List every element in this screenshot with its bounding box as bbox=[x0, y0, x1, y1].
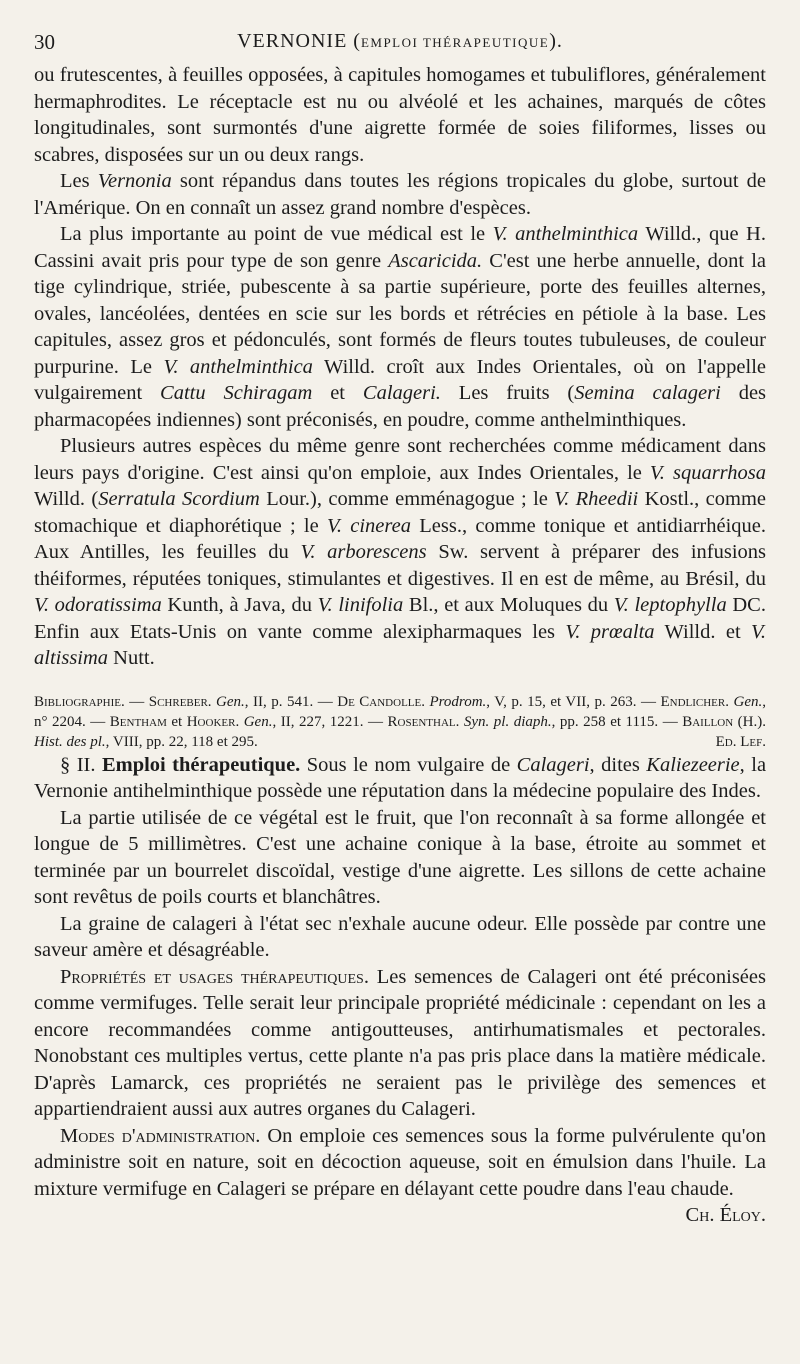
section-2-heading bbox=[34, 752, 766, 805]
paragraph-3 bbox=[34, 221, 766, 433]
p4-g: Kostl., comme stomachique et diaphorétique ; le bbox=[34, 488, 767, 537]
running-title-end: ). bbox=[549, 30, 563, 52]
p2-a: Les bbox=[60, 170, 98, 192]
page-header bbox=[34, 26, 766, 62]
p4-k: Sw. servent à préparer des infusions théiformes, réputées toniques, stimulantes et digestives. Il en est de même, au Brésil, du bbox=[34, 541, 767, 590]
biblio-j: , II, 227, 1221. — bbox=[272, 713, 388, 730]
paragraph-4 bbox=[34, 433, 766, 672]
p3-h: Cattu Schiragam bbox=[160, 382, 313, 404]
biblio-h: et bbox=[166, 713, 187, 730]
biblio-o: , VIII, pp. 22, 118 et 295. bbox=[105, 733, 258, 750]
biblio-g: , n° 2204. — bbox=[34, 693, 766, 730]
p2-b: Vernonia bbox=[97, 170, 172, 192]
biblio-label: Bibliographie. bbox=[34, 693, 125, 710]
p4-s: Willd. et bbox=[654, 620, 751, 643]
p3-j: Calageri. bbox=[362, 382, 441, 404]
p4-e: Lour.), comme emménagogue ; le bbox=[259, 488, 555, 510]
paragraph-5: La partie utilisée de ce végétal est le fruit, que l'on reconnaît à sa forme allongée et longue de 5 millimètres. C'est une achaine conique à la base, étroite au sommet et terminée par un bourrelet discoïdal, vestige d'une aigrette. Les sillons de cette achaine sont revêtus de poils courts et blanchâtres. bbox=[34, 806, 766, 908]
biblio-k: Syn. pl. diaph. bbox=[459, 713, 552, 730]
s2-d: Kaliezeerie bbox=[646, 753, 740, 776]
p4-u: Nutt. bbox=[108, 647, 155, 669]
biblio-m: (H.). bbox=[733, 713, 767, 730]
biblio-endlicher: Endlicher. bbox=[660, 693, 729, 710]
body-text bbox=[34, 62, 766, 672]
biblio-d: Prodrom. bbox=[424, 693, 487, 710]
p4-q: DC. Enfin aux Etats-Unis on vante comme alexipharmaques les bbox=[34, 594, 766, 643]
p2-c: sont répandus dans toutes les régions tropicales du globe, surtout de l'Amérique. On en connaît un assez grand nombre d'espèces. bbox=[34, 170, 766, 219]
s2-c: , dites bbox=[589, 753, 647, 776]
p4-r: V. prœalta bbox=[565, 620, 655, 643]
p7-label: Propriétés et usages thérapeutiques. bbox=[60, 965, 369, 988]
p3-k: Les fruits ( bbox=[440, 382, 575, 404]
biblio-l: , pp. 258 et 1115. — bbox=[551, 713, 683, 730]
running-title bbox=[34, 30, 766, 53]
biblio-schreber: Schreber. bbox=[148, 693, 212, 710]
biblio-b: Gen. bbox=[211, 693, 245, 710]
p4-t: V. altissima bbox=[34, 620, 767, 669]
p4-a: Plusieurs autres espèces du même genre sont recherchées comme médicament dans leurs pays d'origine. C'est ainsi qu'on emploie, aux Indes Orientales, le bbox=[34, 435, 766, 484]
biblio-rosenthal: Rosenthal. bbox=[387, 713, 460, 730]
p4-p: V. leptophylla bbox=[613, 594, 727, 616]
paragraph-1: ou frutescentes, à feuilles opposées, à capitules homogames et tubuliflores, généralement hermaphrodites. Le réceptacle est nu ou alvéolé et les achaines, marqués de côtes longitudinales, sont surmontés d'une aigrette formée de soies filiformes, lisses ou scabres, disposées sur un ou deux rangs. bbox=[34, 64, 766, 166]
p4-j: V. arborescens bbox=[300, 541, 427, 563]
s2-b: Calageri bbox=[516, 753, 590, 776]
biblio-c: , II, p. 541. — bbox=[244, 693, 338, 710]
biblio-e: , V, p. 15, et VII, p. 263. — bbox=[486, 693, 661, 710]
running-title-small: EMPLOI THÉRAPEUTIQUE bbox=[360, 35, 550, 50]
p4-l: V. odoratissima bbox=[34, 594, 162, 616]
section-number: § II. bbox=[60, 753, 96, 776]
biblio-baillon: Baillon bbox=[682, 713, 734, 730]
paragraph-6: La graine de calageri à l'état sec n'exhale aucune odeur. Elle possède par contre une saveur amère et désagréable. bbox=[34, 912, 766, 961]
p3-g: Willd. croît aux Indes Orientales, où on l'appelle vulgairement bbox=[34, 355, 766, 404]
p4-n: V. linifolia bbox=[317, 594, 404, 616]
s2-a: Sous le nom vulgaire de bbox=[300, 753, 517, 776]
p3-a: La plus importante au point de vue médical est le bbox=[60, 223, 493, 245]
p4-o: Bl., et aux Moluques du bbox=[403, 594, 614, 616]
p3-b: V. anthelminthica bbox=[492, 223, 639, 245]
biblio-bentham: Bentham bbox=[109, 713, 167, 730]
p4-f: V. Rheedii bbox=[554, 488, 639, 510]
p4-b: V. squarrhosa bbox=[649, 461, 767, 484]
p3-d: Ascaricida. bbox=[388, 249, 483, 272]
author-signature: Ch. Éloy. bbox=[685, 1204, 766, 1226]
p4-c: Willd. ( bbox=[34, 488, 99, 510]
running-title-main: VERNONIE ( bbox=[237, 30, 361, 52]
biblio-f: Gen. bbox=[729, 693, 763, 710]
biblio-i: Gen. bbox=[239, 713, 273, 730]
biblio-n: Hist. des pl. bbox=[34, 733, 106, 750]
page-number: 30 bbox=[34, 30, 55, 54]
p7-text: Les semences de Calageri ont été préconisées comme vermifuges. Telle serait leur principale propriété médicinale : cependant on les a encore recommandées comme antigoutteuses, antirhumatismales et pectorales. Nonobstant ces multiples vertus, cette plante n'a pas pris place dans la matière médicale. D'après Lamarck, ces propriétés ne seraient pas le privilège des semences et appartiendraient aussi aux autres organes du Calageri. bbox=[34, 965, 766, 1120]
p3-f: V. anthelminthica bbox=[163, 355, 313, 378]
biblio-a: — bbox=[124, 693, 149, 710]
biblio-signature: Ed. Lef. bbox=[715, 733, 766, 750]
section-title: Emploi thérapeutique. bbox=[101, 753, 301, 776]
p8-text: On emploie ces semences sous la forme pulvérulente qu'on administre soit en nature, soit en décoction aqueuse, soit en émulsion dans l'huile. La mixture vermifuge en Calageri se prépare en délayant cette poudre dans l'eau chaude. bbox=[34, 1124, 766, 1200]
paragraph-8 bbox=[34, 1123, 766, 1226]
section-2 bbox=[34, 752, 767, 1226]
p3-m: des pharmacopées indiennes) sont préconisés, en poudre, comme anthelminthiques. bbox=[34, 382, 767, 431]
paragraph-7 bbox=[34, 964, 766, 1123]
p3-i: et bbox=[312, 382, 363, 404]
s2-e: , la Vernonie antihelminthique possède une réputation dans la médecine populaire des Indes. bbox=[34, 753, 767, 802]
p3-e: C'est une herbe annuelle, dont la tige cylindrique, striée, pubescente à sa partie supérieure, porte des feuilles alternes, ovales, lancéolées, dentées en scie sur les bords et rétrécies en pétiole à la base. Les capitules, assez gros et pédonculés, sont formés de fleurs toutes tubuleuses, de couleur purpurine. Le bbox=[34, 249, 766, 378]
p3-l: Semina calageri bbox=[574, 382, 721, 404]
p4-i: Less., comme tonique et antidiarrhéique. Aux Antilles, les feuilles du bbox=[34, 514, 767, 563]
p3-c: Willd., que H. Cassini avait pris pour type de son genre bbox=[34, 223, 766, 272]
p4-d: Serratula Scordium bbox=[98, 488, 260, 510]
p4-m: Kunth, à Java, du bbox=[161, 594, 318, 616]
p8-label: Modes d'administration. bbox=[60, 1124, 261, 1147]
bibliography bbox=[34, 692, 766, 752]
biblio-hooker: Hooker. bbox=[186, 713, 240, 730]
paragraph-2 bbox=[34, 168, 766, 221]
p4-h: V. cinerea bbox=[326, 514, 411, 537]
biblio-decandolle: De Candolle. bbox=[337, 693, 425, 710]
